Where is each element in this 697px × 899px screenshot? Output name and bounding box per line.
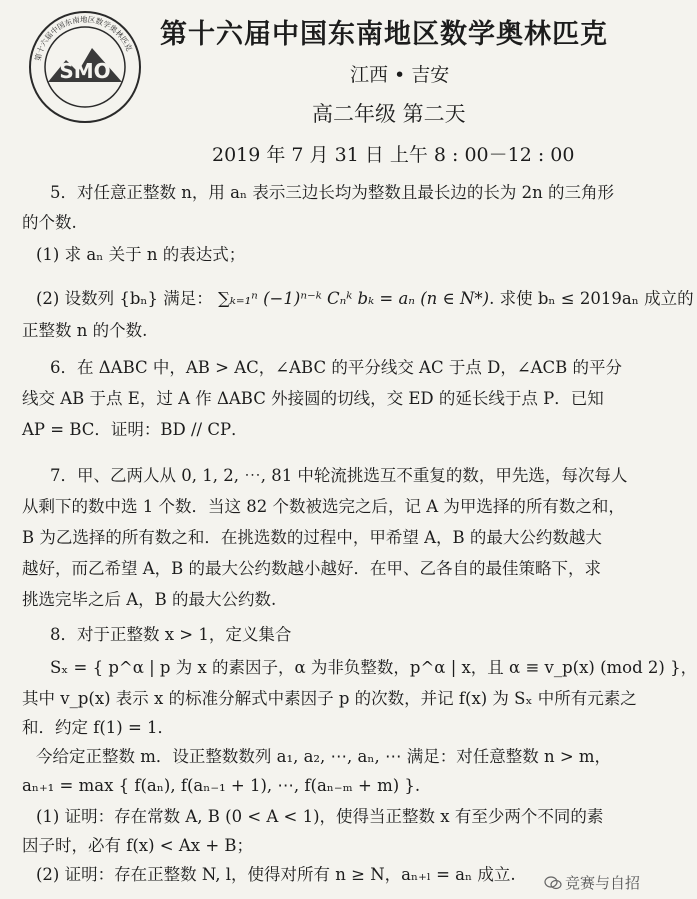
problem-7-line-5: 挑选完毕之后 A，B 的最大公约数. (22, 590, 277, 609)
problem-8-set-definition: Sₓ = { p^α | p 为 x 的素因子，α 为非负整数，p^α | x，且 α ≡ v_p(x) (mod 2) }， (50, 658, 697, 677)
problem-5-part-2-tail: . 求使 bₙ ≤ 2019aₙ 成立的 (489, 289, 694, 308)
problem-8-line-1: 8．对于正整数 x > 1，定义集合 (50, 625, 292, 644)
exam-date: 2019 年 7 月 31 日 上午 8 : 00－12 : 00 (212, 144, 575, 166)
problem-6-line-2: 线交 AB 于点 E，过 A 作 ΔABC 外接圆的切线，交 ED 的延长线于点 P．已知 (22, 389, 604, 408)
logo-text: SMO (59, 59, 111, 83)
wechat-watermark (544, 872, 640, 893)
problem-5 (22, 178, 694, 346)
problem-6-line-3: AP = BC．证明：BD // CP． (22, 420, 248, 439)
svg-text:第十六届中国东南地区数学奥林匹克 (32, 14, 135, 62)
wechat-icon (544, 876, 562, 890)
watermark-text: 竞赛与自招 (564, 874, 640, 892)
problem-7-line-1: 7．甲、乙两人从 0, 1, 2, ⋯, 81 中轮流挑选互不重复的数，甲先选，每次每人 (50, 466, 628, 485)
problem-8-line-3: 其中 v_p(x) 表示 x 的标准分解式中素因子 p 的次数，并记 f(x) 为 Sₓ 中所有元素之 (22, 689, 637, 708)
problem-8-recurrence: aₙ₊₁ = max { f(aₙ), f(aₙ₋₁ + 1), ⋯, f(aₙ₋ₘ + m) }. (22, 776, 421, 795)
problem-5-part-1: (1) 求 aₙ 关于 n 的表达式； (36, 245, 246, 264)
logo-ring-text: 第十六届中国东南地区数学奥林匹克 (33, 14, 134, 62)
problem-8-part-2: (2) 证明：存在正整数 N, l，使得对所有 n ≥ N，aₙ₊ₗ = aₙ 成立. (36, 865, 516, 884)
competition-logo (26, 8, 144, 126)
location: 江西 • 吉安 (350, 64, 450, 86)
problem-7-line-3: B 为乙选择的所有数之和．在挑选数的过程中，甲希望 A，B 的最大公约数越大 (22, 528, 602, 547)
problem-8-line-5: 今给定正整数 m．设正整数数列 a₁, a₂, ⋯, aₙ, ⋯ 满足：对任意整数 n > m， (36, 747, 612, 766)
problem-8 (22, 620, 697, 889)
problem-6-line-1: 6．在 ΔABC 中，AB > AC，∠ABC 的平分线交 AC 于点 D，∠ACB 的平分 (50, 358, 623, 377)
problem-7 (22, 460, 636, 615)
grade-day: 高二年级 第二天 (312, 102, 466, 126)
problem-8-part-1: (1) 证明：存在常数 A, B (0 < A < 1)，使得当正整数 x 有至少两个不同的素 (36, 807, 604, 826)
problem-5-line-2: 的个数. (22, 213, 77, 232)
problem-5-part-2 (22, 284, 694, 314)
problem-5-part-2-lead: (2) 设数列 {bₙ} 满足： (36, 289, 213, 308)
problem-5-formula: ∑ₖ₌₁ⁿ (−1)ⁿ⁻ᵏ Cₙᵏ bₖ = aₙ (n ∈ N*) (218, 289, 490, 308)
problem-7-line-2: 从剩下的数中选 1 个数．当这 82 个数被选完之后，记 A 为甲选择的所有数之和， (22, 497, 625, 516)
problem-8-line-4: 和．约定 f(1) = 1． (22, 718, 175, 737)
problem-7-line-4: 越好，而乙希望 A，B 的最大公约数越小越好．在甲、乙各自的最佳策略下，求 (22, 559, 602, 578)
problem-5-line-1: 5．对任意正整数 n，用 aₙ 表示三边长均为整数且最长边的长为 2n 的三角形 (50, 183, 614, 202)
problem-6 (22, 352, 636, 445)
problem-8-part-1-cont: 因子时，必有 f(x) < Ax + B； (22, 836, 254, 855)
page-title: 第十六届中国东南地区数学奥林匹克 (160, 19, 608, 50)
problem-5-line-5: 正整数 n 的个数. (22, 321, 148, 340)
